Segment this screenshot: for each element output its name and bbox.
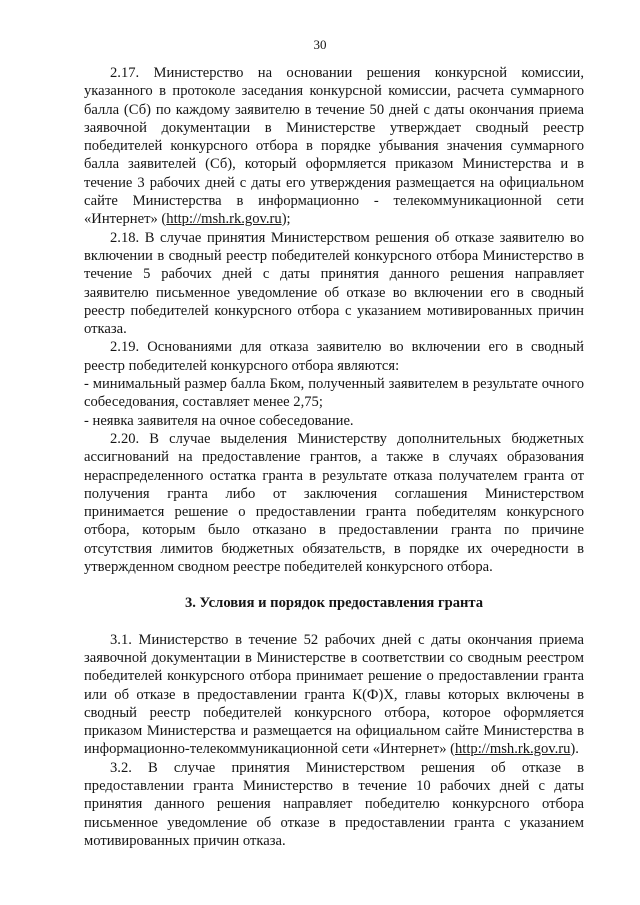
paragraph-2-17-text: 2.17. Министерство на основании решения конкурсной комиссии, указанного в протоколе заседания конкурсной комиссии, расчета суммарного балла (Сб) по каждому заявителю в течение 50 дней с даты окончания приема заявочной документации в Министерстве утверждает сводный реестр победителей конкурсного отбора в порядке убывания значения суммарного балла заявителей (Сб), который оформляется приказом Министерства и в течение 3 рабочих дней с даты его утверждения размещается на официальном сайте Министерства в информационно - телекоммуникационной сети «Интернет» ( [84,65,584,228]
paragraph-2-18: 2.18. В случае принятия Министерством решения об отказе заявителю во включении в сводный реестр победителей конкурсного отбора Министерство в течение 5 рабочих дней с даты принятия данного решения направляет заявителю письменное уведомление об отказе во включении его в сводный реестр победителей конкурсного отбора с указанием мотивированных причин отказа. [84,229,584,338]
paragraph-3-1-text: 3.1. Министерство в течение 52 рабочих дней с даты окончания приема заявочной документации в Министерстве в соответствии со сводным реестром победителей конкурсного отбора принимает решение о предоставлении гранта или об отказе в предоставлении гранта К(Ф)Х, главы которых включены в сводный реестр победителей конкурсного отбора, которое оформляется приказом Министерства и размещается на официальном сайте Министерства в информационно-телекоммуникационной сети «Интернет» ( [84,631,584,758]
paragraph-2-20: 2.20. В случае выделения Министерству дополнительных бюджетных ассигнований на предоставление грантов, а также в случаях образования нераспределенного остатка гранта в результате отказа получателем гранта от получения гранта либо от заключения соглашения Министерством принимается решение о предоставлении гранта победителям конкурсного отбора, которым было отказано в предоставлении гранта по причине отсутствия лимитов бюджетных обязательств, в порядке их очередности в утвержденном сводном реестре победителей конкурсного отбора. [84,430,584,576]
list-item-no-show: - неявка заявителя на очное собеседование. [84,412,354,429]
paragraph-3-1-tail: ). [570,741,579,758]
ministry-site-link-2[interactable]: http://msh.rk.gov.ru [455,741,571,758]
paragraph-2-19: 2.19. Основаниями для отказа заявителю во включении его в сводный реестр победителей конкурсного отбора являются: [84,339,584,374]
page-body [84,64,584,850]
paragraph-3-1 [84,631,584,759]
paragraph-3-2: 3.2. В случае принятия Министерством решения об отказе в предоставлении гранта Министерство в течение 10 рабочих дней с даты принятия данного решения направляет победителю конкурсного отбора письменное уведомление об отказе в предоставлении гранта с указанием мотивированных причин отказа. [84,759,584,849]
ministry-site-link[interactable]: http://msh.rk.gov.ru [166,211,282,228]
paragraph-2-17-tail: ); [281,211,291,228]
paragraph-2-17 [84,64,584,229]
page-number: 30 [313,37,327,52]
list-item-min-score: - минимальный размер балла Бком, полученный заявителем в результате очного собеседования, составляет менее 2,75; [84,376,584,411]
section-title: 3. Условия и порядок предоставления гранта [184,595,484,612]
